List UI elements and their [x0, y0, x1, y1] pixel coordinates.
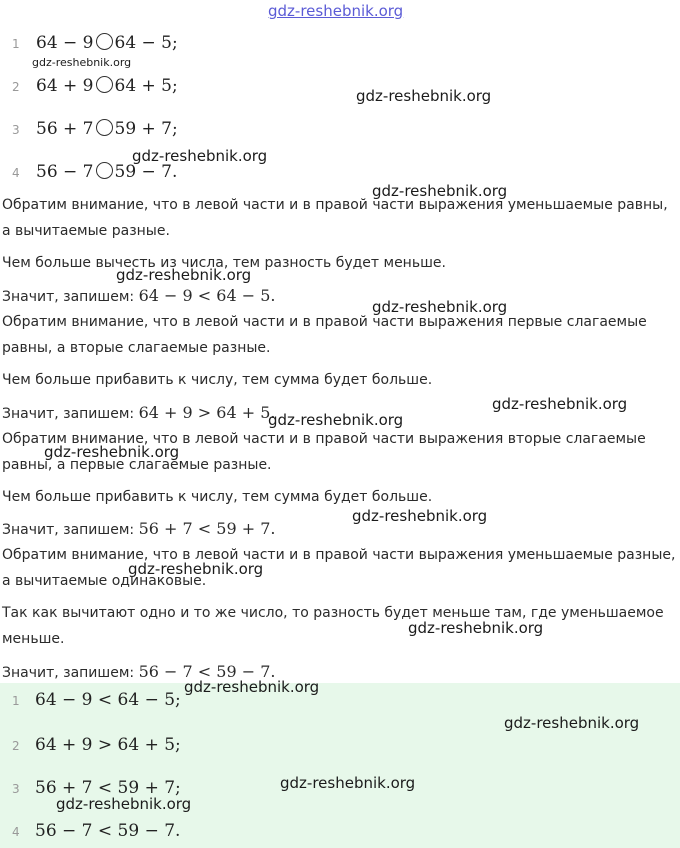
task-expression-2	[35, 76, 179, 96]
watermark-top[interactable]: gdz-reshebnik.org	[268, 2, 404, 20]
conclusion-prefix: Значит, запишем:	[2, 406, 139, 422]
watermark: gdz-reshebnik.org	[356, 87, 492, 105]
conclusion-prefix: Значит, запишем:	[2, 289, 139, 305]
watermark: gdz-reshebnik.org	[132, 147, 268, 165]
explanation-paragraph-4: Обратим внимание, что в левой части и в правой части выражения первые слагаемые равны, а вторые слагаемые разные.	[2, 314, 647, 356]
watermark: gdz-reshebnik.org	[128, 560, 264, 578]
compare-circle-3[interactable]	[96, 119, 113, 136]
watermark-small: gdz-reshebnik.org	[32, 56, 132, 69]
explanation-paragraph-5: Чем больше прибавить к числу, тем сумма будет больше.	[2, 372, 433, 388]
compare-circle-1[interactable]	[96, 33, 113, 50]
explanation-paragraph-1: Обратим внимание, что в левой части и в правой части выражения уменьшаемые равны, а вычитаемые разные.	[2, 197, 668, 239]
task-right-2: 64 + 5;	[114, 76, 178, 96]
watermark: gdz-reshebnik.org	[268, 411, 404, 429]
watermark: gdz-reshebnik.org	[408, 619, 544, 637]
task-left-3: 56 + 7	[36, 119, 94, 139]
task-expression-1	[35, 33, 179, 53]
task-number-3: 3	[12, 123, 20, 137]
task-expression-4	[35, 162, 178, 182]
watermark: gdz-reshebnik.org	[56, 795, 192, 813]
answer-number-1: 1	[12, 694, 20, 708]
task-left-4: 56 − 7	[36, 162, 94, 182]
explanation-paragraph-7: Обратим внимание, что в левой части и в правой части выражения вторые слагаемые равны, а первые слагаемые разные.	[2, 431, 646, 473]
answer-number-2: 2	[12, 739, 20, 753]
watermark: gdz-reshebnik.org	[492, 395, 628, 413]
task-right-3: 59 + 7;	[114, 119, 178, 139]
conclusion-math: 64 − 9 < 64 − 5.	[138, 286, 276, 305]
watermark: gdz-reshebnik.org	[280, 774, 416, 792]
task-number-4: 4	[12, 166, 20, 180]
conclusion-prefix: Значит, запишем:	[2, 522, 139, 538]
watermark: gdz-reshebnik.org	[352, 507, 488, 525]
explanation-paragraph-10: Обратим внимание, что в левой части и в правой части выражения уменьшаемые разные, а вычитаемые одинаковые.	[2, 547, 676, 589]
explanation-paragraph-11: Так как вычитают одно и то же число, то разность будет меньше там, где уменьшаемое меньше.	[2, 605, 664, 647]
task-left-2: 64 + 9	[36, 76, 94, 96]
task-right-4: 59 − 7.	[114, 162, 178, 182]
answer-number-3: 3	[12, 782, 20, 796]
task-left-1: 64 − 9	[36, 33, 94, 53]
watermark: gdz-reshebnik.org	[184, 678, 320, 696]
task-expression-3	[35, 119, 179, 139]
watermark: gdz-reshebnik.org	[372, 298, 508, 316]
answer-expression-4: 56 − 7 < 59 − 7.	[35, 821, 181, 841]
compare-circle-4[interactable]	[96, 162, 113, 179]
conclusion-3	[2, 516, 680, 543]
compare-circle-2[interactable]	[96, 76, 113, 93]
task-right-1: 64 − 5;	[114, 33, 178, 53]
answer-expression-3: 56 + 7 < 59 + 7;	[35, 778, 181, 798]
watermark: gdz-reshebnik.org	[116, 266, 252, 284]
watermark: gdz-reshebnik.org	[504, 714, 640, 732]
answer-expression-1: 64 − 9 < 64 − 5;	[35, 690, 181, 710]
watermark: gdz-reshebnik.org	[372, 182, 508, 200]
answer-expression-2: 64 + 9 > 64 + 5;	[35, 735, 181, 755]
watermark: gdz-reshebnik.org	[44, 443, 180, 461]
answer-number-4: 4	[12, 825, 20, 839]
conclusion-math: 56 + 7 < 59 + 7.	[138, 519, 276, 538]
conclusion-4	[2, 659, 680, 686]
conclusion-1	[2, 283, 680, 310]
task-number-1: 1	[12, 37, 20, 51]
conclusion-prefix: Значит, запишем:	[2, 665, 139, 681]
explanation-paragraph-2: Чем больше вычесть из числа, тем разность будет меньше.	[2, 255, 446, 271]
conclusion-math: 56 − 7 < 59 − 7.	[138, 662, 276, 681]
explanation-paragraph-8: Чем больше прибавить к числу, тем сумма будет больше.	[2, 489, 433, 505]
conclusion-math: 64 + 9 > 64 + 5.	[138, 403, 276, 422]
task-number-2: 2	[12, 80, 20, 94]
